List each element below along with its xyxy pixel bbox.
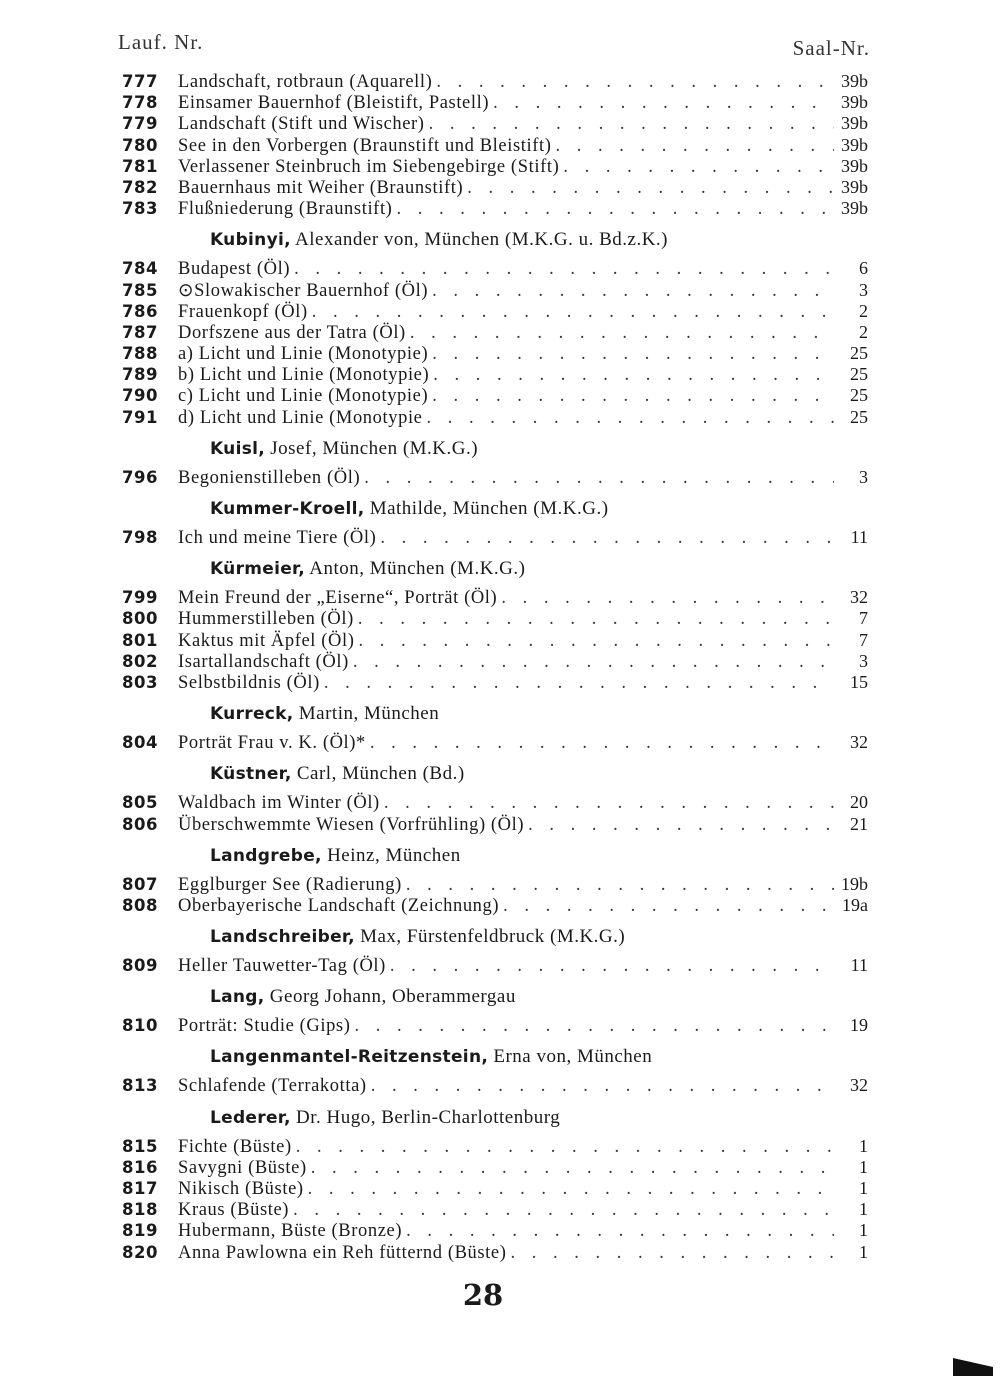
entry-number: 819 [122, 1221, 158, 1241]
dot-leader [359, 631, 835, 652]
entry-saal-number: 7 [859, 608, 868, 629]
dot-leader [311, 1158, 834, 1179]
catalog-entry [122, 322, 868, 343]
artist-heading [122, 498, 868, 520]
dot-leader [406, 1221, 834, 1242]
entry-number: 803 [122, 672, 158, 692]
catalog-entry [122, 895, 868, 916]
catalog-entry [122, 407, 868, 428]
entry-saal-number: 15 [850, 671, 868, 692]
entry-number: 813 [122, 1076, 158, 1096]
entry-saal-number: 39b [841, 113, 868, 134]
artist-heading [122, 1046, 868, 1068]
entry-title: Bauernhaus mit Weiher (Braunstift) [178, 177, 464, 198]
catalog-entry [122, 955, 868, 976]
entry-number: 786 [122, 301, 158, 321]
entry-saal-number: 3 [859, 279, 868, 300]
entry-saal-number: 1 [859, 1199, 868, 1220]
catalog-entry [122, 280, 868, 301]
dot-leader [371, 1076, 834, 1097]
dot-leader [396, 199, 834, 220]
entry-title: b) Licht und Linie (Monotypie) [178, 365, 430, 386]
entry-number: 817 [122, 1179, 158, 1198]
dot-leader [432, 386, 834, 407]
entry-number: 785 [122, 280, 158, 300]
catalog-entry [122, 1199, 868, 1220]
entry-title: Begonienstilleben (Öl) [178, 467, 361, 488]
dot-leader [432, 281, 834, 302]
artist-name: Kurreck, [210, 704, 294, 725]
entry-saal-number: 39b [841, 92, 868, 113]
entry-saal-number: 39b [841, 198, 868, 219]
dot-leader [528, 815, 834, 836]
catalog-entry [122, 608, 868, 629]
entry-title: Frauenkopf (Öl) [178, 301, 308, 322]
artist-details: Erna von, München [488, 1046, 653, 1068]
catalog-entry [122, 258, 868, 279]
catalog-entry [122, 92, 868, 113]
entry-title: Porträt Frau v. K. (Öl)* [178, 733, 366, 754]
entry-saal-number: 6 [859, 258, 868, 279]
dot-leader [410, 323, 834, 344]
artist-name: Landschreiber, [210, 927, 355, 948]
entry-number: 815 [122, 1136, 158, 1156]
entry-title: Nikisch (Büste) [178, 1179, 304, 1199]
entry-title: Flußniederung (Braunstift) [178, 199, 393, 220]
dot-leader [370, 733, 834, 754]
page-corner-arrow-mark [953, 1358, 993, 1376]
dot-leader [406, 875, 834, 896]
entry-number: 816 [122, 1157, 158, 1177]
entry-saal-number: 11 [850, 527, 868, 547]
entry-number: 798 [122, 528, 158, 547]
artist-heading [122, 558, 868, 580]
catalog-entry [122, 343, 868, 364]
entry-number: 784 [122, 259, 158, 279]
dot-leader [493, 93, 834, 114]
entry-saal-number: 19 [850, 1015, 868, 1036]
entry-saal-number: 32 [850, 587, 868, 608]
dot-leader [293, 1200, 834, 1221]
entry-title: Hummerstilleben (Öl) [178, 609, 354, 630]
entry-saal-number: 3 [859, 650, 868, 671]
dot-leader [308, 1179, 834, 1200]
entry-title: Isartallandschaft (Öl) [178, 651, 349, 672]
entry-saal-number: 2 [859, 321, 868, 342]
dot-leader [324, 673, 834, 694]
artist-name: Kubinyi, [210, 230, 291, 251]
artist-details: Georg Johann, Oberammergau [264, 986, 516, 1008]
dot-leader [467, 178, 834, 199]
artist-details: Max, Fürstenfeldbruck (M.K.G.) [354, 926, 626, 948]
entry-number: 778 [122, 93, 158, 113]
entry-title: Selbstbildnis (Öl) [178, 672, 320, 693]
entry-number: 779 [122, 114, 158, 134]
artist-heading [122, 438, 868, 460]
dot-leader [503, 896, 834, 917]
entry-title: Landschaft, rotbraun (Aquarell) [178, 72, 433, 92]
catalog-entry [122, 1157, 868, 1178]
entry-title: Dorfszene aus der Tatra (Öl) [178, 322, 406, 343]
catalog-entry [122, 1220, 868, 1241]
entry-number: 790 [122, 386, 158, 406]
entry-saal-number: 25 [850, 343, 868, 364]
dot-leader [563, 157, 834, 178]
entry-number: 801 [122, 630, 158, 650]
entry-saal-number: 19b [841, 873, 868, 894]
artist-details: Martin, München [293, 703, 440, 725]
page-number: 28 [462, 1278, 504, 1312]
entry-title: Kraus (Büste) [178, 1200, 290, 1221]
entry-title: Egglburger See (Radierung) [178, 874, 402, 895]
catalog-entry [122, 467, 868, 488]
entry-number: 818 [122, 1200, 158, 1220]
catalog-entry [122, 1178, 868, 1199]
dot-leader [380, 528, 834, 549]
entry-title: Kaktus mit Äpfel (Öl) [178, 630, 355, 651]
entry-number: 787 [122, 322, 158, 342]
catalog-entry [122, 301, 868, 322]
artist-details: Mathilde, München (M.K.G.) [364, 498, 609, 519]
entry-number: 780 [122, 135, 158, 155]
catalog-entry [122, 651, 868, 672]
entry-number: 783 [122, 199, 158, 219]
artist-name: Kummer-Kroell, [210, 499, 365, 519]
catalog-entry [122, 1075, 868, 1096]
dot-leader [390, 956, 834, 977]
entry-number: 800 [122, 609, 158, 629]
entry-title: Porträt: Studie (Gips) [178, 1016, 351, 1037]
catalog-entry [122, 814, 868, 835]
entry-number: 789 [122, 365, 158, 385]
artist-name: Lang, [210, 987, 265, 1008]
catalog-entry [122, 1015, 868, 1036]
column-header-saal-nr: Saal-Nr. [792, 36, 870, 60]
entry-number: 799 [122, 588, 158, 608]
artist-heading [122, 229, 868, 251]
entry-number: 781 [122, 156, 158, 176]
entry-saal-number: 25 [850, 406, 868, 427]
entry-number: 810 [122, 1016, 158, 1036]
catalog-entry [122, 1136, 868, 1157]
artist-name: Langenmantel-Reitzenstein, [210, 1047, 489, 1068]
entry-saal-number: 39b [841, 71, 868, 91]
catalog-entry [122, 71, 868, 92]
entry-title: Budapest (Öl) [178, 259, 291, 280]
catalog-entry [122, 364, 868, 385]
catalog-entry [122, 385, 868, 406]
artist-name: Kürmeier, [210, 559, 306, 580]
entry-saal-number: 25 [850, 385, 868, 406]
dot-leader [427, 408, 835, 429]
entry-saal-number: 3 [859, 466, 868, 487]
entry-title: Schlafende (Terrakotta) [178, 1076, 367, 1097]
entry-title: See in den Vorbergen (Braunstift und Bleistift) [178, 135, 552, 156]
entry-number: 806 [122, 814, 158, 834]
entry-number: 782 [122, 177, 158, 197]
dot-leader [364, 468, 834, 489]
dot-leader [353, 652, 834, 673]
artist-name: Landgrebe, [210, 845, 322, 866]
entry-number: 808 [122, 895, 158, 915]
catalog-entry [122, 874, 868, 895]
entry-saal-number: 39b [841, 155, 868, 176]
artist-name: Lederer, [210, 1107, 291, 1128]
entry-title: Einsamer Bauernhof (Bleistift, Pastell) [178, 93, 490, 114]
entry-number: 777 [122, 72, 158, 91]
catalog-entry [122, 177, 868, 198]
entry-saal-number: 1 [859, 1156, 868, 1177]
entry-title: Anna Pawlowna ein Reh fütternd (Büste) [178, 1242, 507, 1263]
entry-saal-number: 1 [859, 1241, 868, 1262]
entry-saal-number: 21 [850, 813, 868, 834]
entry-number: 809 [122, 956, 158, 976]
dot-leader [501, 588, 834, 609]
artist-details: Carl, München (Bd.) [291, 763, 465, 785]
dot-leader [312, 302, 834, 323]
catalog-entries [122, 71, 868, 1263]
dot-leader [433, 365, 834, 386]
entry-title: Ich und meine Tiere (Öl) [178, 528, 377, 548]
column-header-lauf-nr: Lauf. Nr. [118, 30, 204, 54]
entry-title: c) Licht und Linie (Monotypie) [178, 386, 429, 407]
catalog-entry [122, 1242, 868, 1263]
artist-details: Alexander von, München (M.K.G. u. Bd.z.K.) [290, 229, 668, 251]
entry-saal-number: 2 [859, 300, 868, 321]
entry-saal-number: 1 [859, 1220, 868, 1241]
entry-saal-number: 32 [850, 1075, 868, 1096]
entry-title: Fichte (Büste) [178, 1136, 292, 1157]
catalog-entry [122, 630, 868, 651]
artist-heading [122, 703, 868, 725]
entry-number: 807 [122, 874, 158, 894]
catalog-entry [122, 135, 868, 156]
entry-saal-number: 11 [850, 955, 868, 976]
dot-leader [511, 1243, 835, 1264]
catalog-entry [122, 792, 868, 813]
entry-number: 804 [122, 733, 158, 753]
catalog-entry [122, 527, 868, 548]
dot-leader [355, 1016, 835, 1037]
entry-saal-number: 20 [850, 792, 868, 813]
entry-saal-number: 39b [841, 176, 868, 197]
artist-heading [122, 1107, 868, 1129]
entry-saal-number: 25 [850, 364, 868, 385]
artist-name: Kuisl, [210, 438, 266, 459]
entry-title: Überschwemmte Wiesen (Vorfrühling) (Öl) [178, 814, 525, 835]
dot-leader [436, 72, 834, 93]
entry-number: 820 [122, 1242, 158, 1262]
entry-title: Verlassener Steinbruch im Siebengebirge (Stift) [178, 156, 560, 177]
entry-title: Waldbach im Winter (Öl) [178, 793, 380, 814]
dot-leader [384, 793, 834, 814]
entry-title: a) Licht und Linie (Monotypie) [178, 344, 429, 365]
artist-details: Dr. Hugo, Berlin-Charlottenburg [290, 1106, 561, 1128]
entry-title: Oberbayerische Landschaft (Zeichnung) [178, 895, 500, 916]
entry-saal-number: 7 [859, 629, 868, 650]
artist-name: Küstner, [210, 764, 292, 785]
entry-title: Mein Freund der „Eiserne“, Porträt (Öl) [178, 588, 498, 609]
entry-number: 796 [122, 467, 158, 487]
artist-heading [122, 926, 868, 948]
dot-leader [294, 259, 834, 280]
entry-number: 791 [122, 407, 158, 427]
catalog-entry [122, 672, 868, 693]
artist-heading [122, 845, 868, 867]
entry-title: Heller Tauwetter-Tag (Öl) [178, 956, 386, 977]
entry-title: Hubermann, Büste (Bronze) [178, 1221, 403, 1242]
entry-number: 802 [122, 651, 158, 671]
artist-heading [122, 986, 868, 1008]
catalog-entry [122, 732, 868, 753]
dot-leader [432, 344, 834, 365]
entry-saal-number: 39b [841, 134, 868, 155]
catalog-entry [122, 587, 868, 608]
artist-details: Josef, München (M.K.G.) [265, 437, 479, 459]
artist-details: Anton, München (M.K.G.) [305, 558, 526, 580]
dot-leader [296, 1137, 834, 1158]
dot-leader [556, 136, 835, 157]
entry-title: ⊙Slowakischer Bauernhof (Öl) [178, 280, 429, 301]
artist-heading [122, 763, 868, 785]
entry-title: d) Licht und Linie (Monotypie [178, 407, 423, 428]
artist-details: Heinz, München [321, 844, 461, 866]
catalog-entry [122, 198, 868, 219]
entry-title: Landschaft (Stift und Wischer) [178, 114, 425, 135]
entry-title: Savygni (Büste) [178, 1157, 307, 1178]
entry-saal-number: 32 [850, 732, 868, 753]
catalog-entry [122, 113, 868, 134]
entry-number: 788 [122, 344, 158, 364]
dot-leader [429, 114, 834, 135]
entry-saal-number: 1 [859, 1178, 868, 1198]
entry-saal-number: 19a [842, 894, 868, 915]
entry-number: 805 [122, 793, 158, 813]
dot-leader [358, 609, 834, 630]
catalog-entry [122, 156, 868, 177]
entry-saal-number: 1 [859, 1135, 868, 1156]
